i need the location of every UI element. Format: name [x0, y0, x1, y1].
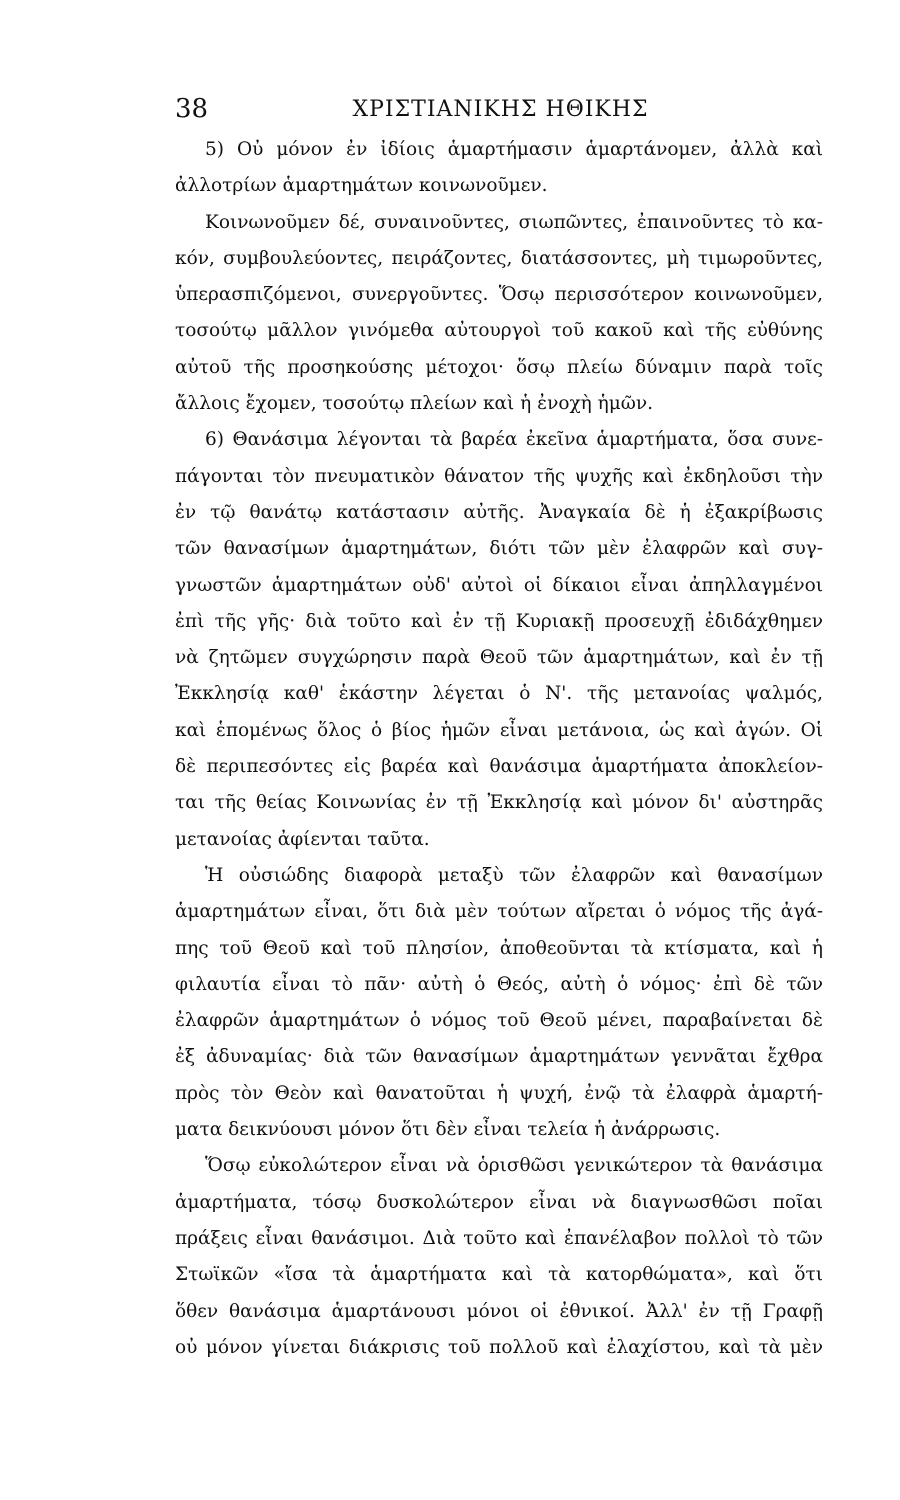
text-line: καὶ ἑπομένως ὅλος ὁ βίος ἡμῶν εἶναι μετάνοια, ὡς καὶ ἀγών. Οἱ	[175, 719, 823, 741]
text-line: τῶν θανασίμων ἁμαρτημάτων, διότι τῶν μὲν ἐλαφρῶν καὶ συγ-	[175, 538, 823, 560]
text-line: ματα δεικνύουσι μόνον ὅτι δὲν εἶναι τελεία ἡ ἀνάρρωσις.	[175, 1119, 721, 1141]
text-line: ἁμαρτήματα, τόσῳ δυσκολώτερον εἶναι νὰ διαγνωσθῶσι ποῖαι	[175, 1191, 823, 1213]
text-line: αὐτοῦ τῆς προσηκούσης μέτοχοι· ὅσῳ πλείω δύναμιν παρὰ τοῖς	[175, 356, 823, 378]
text-line: δὲ περιπεσόντες εἰς βαρέα καὶ θανάσιμα ἁμαρτήματα ἀποκλείον-	[175, 756, 823, 778]
text-line: ἐν τῷ θανάτῳ κατάστασιν αὐτῆς. Ἀναγκαία δὲ ἡ ἐξακρίβωσις	[175, 501, 823, 523]
text-line: Στωϊκῶν «ἴσα τὰ ἁμαρτήματα καὶ τὰ κατορθώματα», καὶ ὅτι	[175, 1264, 823, 1286]
text-line: ὑπερασπιζόμενοι, συνεργοῦντες. Ὅσῳ περισσότερον κοινωνοῦμεν,	[175, 284, 823, 306]
text-line: νὰ ζητῶμεν συγχώρησιν παρὰ Θεοῦ τῶν ἁμαρτημάτων, καὶ ἐν τῇ	[175, 647, 823, 669]
text-line: Ἡ οὐσιώδης διαφορὰ μεταξὺ τῶν ἐλαφρῶν καὶ θανασίμων	[205, 864, 823, 886]
text-line: ται τῆς θείας Κοινωνίας ἐν τῇ Ἐκκλησίᾳ καὶ μόνον δι' αὐστηρᾶς	[175, 792, 823, 814]
text-line: ἐπὶ τῆς γῆς· διὰ τοῦτο καὶ ἐν τῇ Κυριακῇ προσευχῇ ἐδιδάχθημεν	[175, 610, 823, 632]
text-line: γνωστῶν ἁμαρτημάτων οὐδ' αὐτοὶ οἱ δίκαιοι εἶναι ἀπηλλαγμένοι	[175, 574, 823, 596]
text-line: κόν, συμβουλεύοντες, πειράζοντες, διατάσσοντες, μὴ τιμωροῦντες,	[175, 247, 823, 269]
text-line: τοσούτῳ μᾶλλον γινόμεθα αὐτουργοὶ τοῦ κακοῦ καὶ τῆς εὐθύνης	[175, 320, 823, 342]
text-line: 5) Οὐ μόνον ἐν ἰδίοις ἁμαρτήμασιν ἁμαρτάνομεν, ἀλλὰ καὶ	[205, 139, 823, 160]
page-number: 38	[175, 94, 209, 124]
text-line: ἐλαφρῶν ἁμαρτημάτων ὁ νόμος τοῦ Θεοῦ μένει, παραβαίνεται δὲ	[175, 1010, 823, 1032]
text-line: ἐξ ἀδυναμίας· διὰ τῶν θανασίμων ἁμαρτημάτων γεννᾶται ἔχθρα	[175, 1046, 823, 1068]
text-line: ἀλλοτρίων ἁμαρτημάτων κοινωνοῦμεν.	[175, 175, 548, 197]
text-line: ἄλλοις ἔχομεν, τοσούτῳ πλείων καὶ ἡ ἐνοχὴ ἡμῶν.	[175, 393, 653, 415]
text-line: φιλαυτία εἶναι τὸ πᾶν· αὐτὴ ὁ Θεός, αὐτὴ ὁ νόμος· ἐπὶ δὲ τῶν	[175, 973, 823, 995]
text-line: ὅθεν θανάσιμα ἁμαρτάνουσι μόνοι οἱ ἐθνικοί. Ἀλλ' ἐν τῇ Γραφῇ	[175, 1300, 823, 1322]
text-line: πρὸς τὸν Θεὸν καὶ θανατοῦται ἡ ψυχή, ἐνῷ τὰ ἐλαφρὰ ἁμαρτή-	[175, 1082, 823, 1104]
text-line: πράξεις εἶναι θανάσιμοι. Διὰ τοῦτο καὶ ἐπανέλαβον πολλοὶ τὸ τῶν	[175, 1227, 823, 1249]
text-line: πης τοῦ Θεοῦ καὶ τοῦ πλησίον, ἀποθεοῦνται τὰ κτίσματα, καὶ ἡ	[175, 937, 823, 959]
text-line: Κοινωνοῦμεν δέ, συναινοῦντες, σιωπῶντες, ἐπαινοῦντες τὸ κα-	[205, 211, 823, 233]
text-line: Ἐκκλησίᾳ καθ' ἑκάστην λέγεται ὁ Ν'. τῆς μετανοίας ψαλμός,	[175, 683, 823, 705]
body-text	[175, 132, 823, 1366]
text-line: Ὅσῳ εὐκολώτερον εἶναι νὰ ὁρισθῶσι γενικώτερον τὰ θανάσιμα	[205, 1155, 823, 1177]
text-line: οὐ μόνον γίνεται διάκρισις τοῦ πολλοῦ καὶ ἐλαχίστου, καὶ τὰ μὲν	[175, 1336, 823, 1358]
text-line: μετανοίας ἀφίενται ταῦτα.	[175, 828, 430, 850]
running-title: ΧΡΙΣΤΙΑΝΙΚΗΣ ΗΘΙΚΗΣ	[352, 96, 649, 122]
text-line: ἁμαρτημάτων εἶναι, ὅτι διὰ μὲν τούτων αἴρεται ὁ νόμος τῆς ἀγά-	[175, 901, 823, 923]
page-header	[175, 93, 823, 125]
text-line: πάγονται τὸν πνευματικὸν θάνατον τῆς ψυχῆς καὶ ἐκδηλοῦσι τὴν	[175, 465, 823, 487]
text-line: 6) Θανάσιμα λέγονται τὰ βαρέα ἐκεῖνα ἁμαρτήματα, ὅσα συνε-	[205, 429, 823, 451]
